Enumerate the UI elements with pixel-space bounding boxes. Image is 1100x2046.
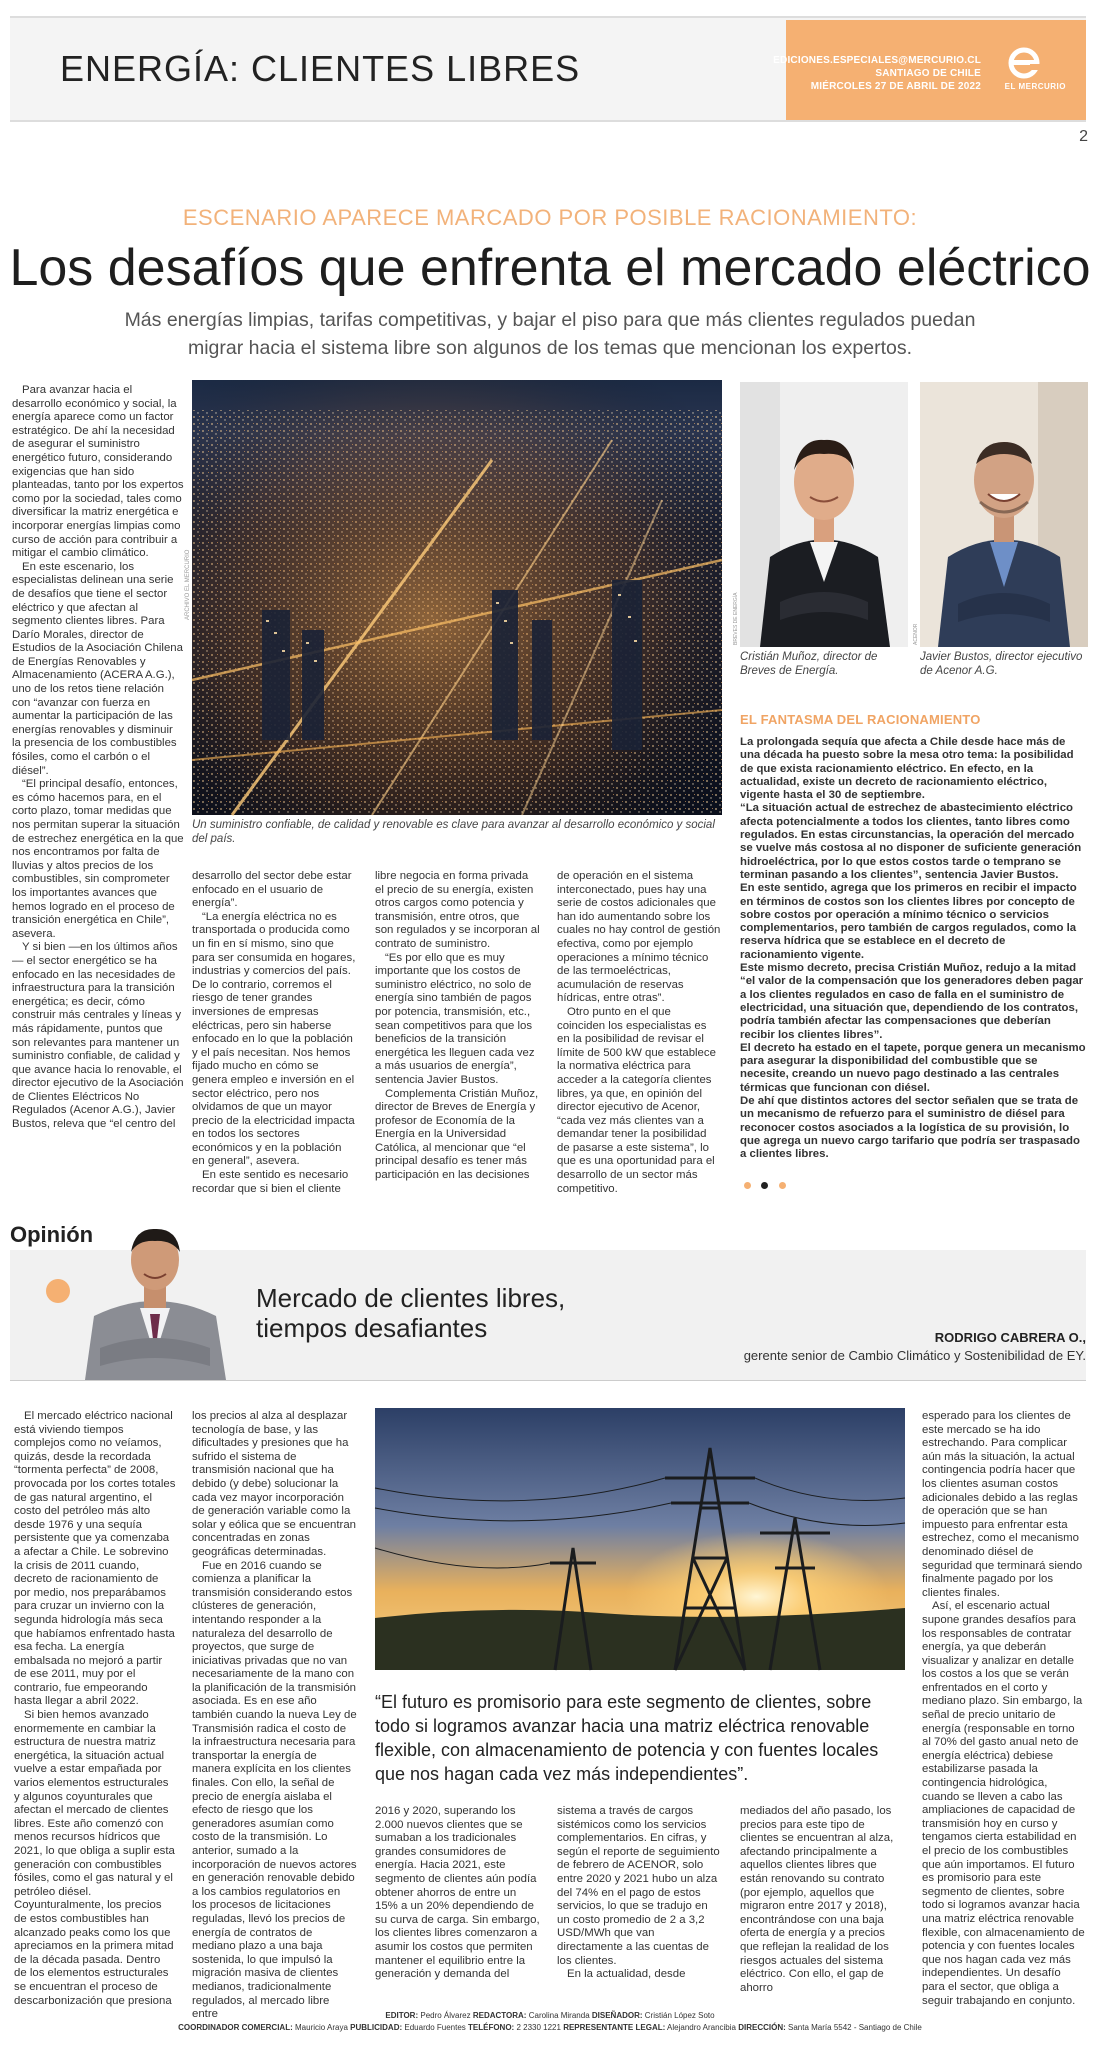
footer-value: Mauricio Araya bbox=[295, 2023, 348, 2032]
footer-label: EDITOR: bbox=[385, 2011, 419, 2020]
logo-text: EL MERCURIO bbox=[1004, 82, 1066, 91]
paragraph: “La energía eléctrica no es transportada o producida como un fin en sí mismo, sino que para ser consumida en hogares, industrias y comercios del país. De lo contrario, corremos el riesgo de tener grandes inversiones de empresas eléctricas, pero sin haberse enfocado en lo que la población y el país necesitan. Nos hemos fijado mucho en cómo se genera empleo e inversión en el sector eléctrico, pero nos olvidamos de que un mayor precio de la electricidad impacta en todos los sectores económicos y en la población en general”, asevera. bbox=[192, 910, 356, 1168]
city-lights-illustration bbox=[192, 380, 722, 815]
columnist-portrait-illustration bbox=[80, 1216, 230, 1380]
footer-value: Eduardo Fuentes bbox=[404, 2023, 466, 2032]
paragraph: En este sentido es necesario recordar que si bien el cliente bbox=[192, 1169, 349, 1195]
opinion-column-1 bbox=[14, 1410, 176, 2007]
opinion-author: RODRIGO CABRERA O., bbox=[934, 1330, 1086, 1345]
city-night-photo bbox=[192, 380, 722, 815]
portrait-caption: Javier Bustos, director ejecutivo de Acenor A.G. bbox=[920, 651, 1083, 677]
paragraph: Fue en 2016 cuando se comienza a planificar la transmisión considerando estos clústeres de generación, intentando responder a la naturaleza del desarrollo de proyectos, que surge de iniciativas privadas que no van necesariamente de la mano con la planificación de la transmisión asociada. Es en ese año también cuando la nueva Ley de Transmisión radica el costo de la infraestructura necesaria para transportar la energía de manera explícita en los clientes finales. Con ello, la señal de precio de energía aislaba el efecto de riesgo que los generadores asumían como costo de la transmisión. Lo anterior, sumado a la incorporación de nuevos actores en generación renovable debido a los cambios regulatorios en los procesos de licitaciones reguladas, llevó los precios de energía de contratos de mediano plazo a una baja sostenida, lo que impulsó la migración masiva de clientes medianos, tradicionalmente regulados, al mercado libre entre bbox=[192, 1559, 357, 2021]
footer-line-1 bbox=[0, 2010, 1100, 2022]
sidebar-body bbox=[740, 736, 1086, 1162]
portrait-javier-bustos bbox=[920, 382, 1088, 647]
paragraph: esperado para los clientes de este mercado se ha ido estrechando. Para complicar aún más la situación, la actual contingencia podría hacer que los clientes asuman costos adicionales debido a las reglas de operación que se han impuesto para enfrentar esta estrechez, como el mecanismo denominado diésel de seguridad que terminará siendo finalmente pagado por los clientes finales. bbox=[922, 1410, 1083, 1599]
man-portrait-illustration bbox=[740, 382, 908, 647]
article-column-4 bbox=[557, 870, 722, 1195]
page-number: 2 bbox=[1079, 128, 1088, 145]
city-photo-credit: ARCHIVO EL MERCURIO bbox=[185, 549, 191, 620]
paragraph: “Es por ello que es muy importante que los costos de suministro eléctrico, no solo de energía sino también de pagos por potencia, transmisión, etc., sean competitivos para que los beneficios de la transición energética les lleguen cada vez a más usuarios de energía”, sentencia Javier Bustos. bbox=[375, 951, 535, 1086]
masthead-box bbox=[773, 20, 1086, 120]
paragraph: Si bien hemos avanzado enormemente en cambiar la estructura de nuestra matriz energética, la situación actual vuelve a estar empañada por varios elementos estructurales y algunos coyunturales que afectan el mercado de clientes libres. Este año comenzó con menos recursos hídricos que 2021, lo que obliga a suplir esta generación con combustibles fósiles, como el gas natural y el petróleo diésel. Coyunturalmente, los precios de estos combustibles han alcanzado peaks como los que apreciamos en la primera mitad de la década pasada. Dentro de los elementos estructurales se encuentran el proceso de descarbonización que presiona bbox=[14, 1709, 175, 2007]
paragraph: Y si bien —en los últimos años— el sector energético se ha enfocado en las necesidades de infraestructura para la transición energética; es decir, cómo construir más centrales y líneas y más rápidamente, puntos que son relevantes para mantener un suministro confiable, de calidad y que avance hacia lo renovable, el director ejecutivo de la Asociación de Clientes Eléctricos No Regulados (Acenor A.G.), Javier Bustos, releva que “el centro del bbox=[12, 941, 184, 1131]
paragraph: En este escenario, los especialistas delinean una serie de desafíos que tiene el sector eléctrico y que afectan al segmento clientes libres. Para Darío Morales, director de Estudios de la Asociación Chilena de Energías Renovables y Almacenamiento (ACERA A.G.), uno de los retos tiene relación con “avanzar con fuerza en aumentar la participación de las energías renovables y disminuir la presencia de los combustibles fósiles, como el carbón o el diésel”. bbox=[12, 560, 183, 777]
opinion-title-line: tiempos desafiantes bbox=[256, 1313, 488, 1343]
paragraph: mediados del año pasado, los precios para este tipo de clientes se encuentran al alza, afectando principalmente a aquellos clientes libres que están renovando su contrato (por ejemplo, aquellos que migraron entre 2017 y 2018), encontrándose con una baja oferta de energía y a precios que reflejan la realidad de los riesgos actuales del sistema eléctrico. Con ello, el gap de ahorro bbox=[740, 1805, 894, 1994]
masthead-info bbox=[773, 54, 981, 93]
opinion-title-line: Mercado de clientes libres, bbox=[256, 1283, 566, 1313]
footer-line-2 bbox=[0, 2022, 1100, 2034]
footer-label: PUBLICIDAD: bbox=[350, 2023, 403, 2032]
footer-value: Cristián López Soto bbox=[644, 2011, 715, 2020]
sidebar-title: EL FANTASMA DEL RACIONAMIENTO bbox=[740, 712, 981, 727]
paragraph: La prolongada sequía que afecta a Chile desde hace más de una década ha puesto sobre la mesa otro tema: la posibilidad de que exista racionamiento eléctrico. En efecto, en la actualidad, existe un decreto de racionamiento eléctrico, vigente hasta el 30 de septiembre. bbox=[740, 736, 1074, 802]
masthead-city: SANTIAGO DE CHILE bbox=[875, 68, 981, 79]
article-headline: Los desafíos que enfrenta el mercado eléctrico bbox=[9, 239, 1091, 297]
footer-label: COORDINADOR COMERCIAL: bbox=[178, 2023, 293, 2032]
article-column-3 bbox=[375, 870, 540, 1190]
paragraph: libre negocia en forma privada el precio de su energía, existen otros cargos como potencia y transmisión, entre otros, que son regulados y se incorporan al contrato de suministro. bbox=[375, 870, 540, 950]
el-mercurio-logo-icon bbox=[1004, 48, 1044, 78]
article-column-1 bbox=[12, 384, 184, 1184]
opinion-circle-icon bbox=[46, 1279, 70, 1303]
opinion-author-photo bbox=[80, 1216, 230, 1380]
footer-value: Pedro Álvarez bbox=[420, 2011, 471, 2020]
paragraph: desarrollo del sector debe estar enfocado en el usuario de energía”. bbox=[192, 870, 352, 910]
opinion-column-4 bbox=[557, 1805, 722, 2000]
portrait-caption: Cristián Muñoz, director de Breves de Energía. bbox=[740, 651, 878, 677]
paragraph: de operación en el sistema interconectado, pues hay una serie de costos adicionales que han ido aumentando sobre los cuales no hay control de gestión efectiva, como por ejemplo operaciones a mínimo técnico de las termoeléctricas, acumulación de reservas hídricas, entre otras”. bbox=[557, 870, 721, 1005]
footer-label: DIRECCIÓN: bbox=[738, 2023, 786, 2032]
paragraph: En la actualidad, desde bbox=[567, 1968, 686, 1981]
power-lines-photo bbox=[375, 1408, 905, 1670]
opinion-column-3 bbox=[375, 1805, 540, 2000]
article-kicker: ESCENARIO APARECE MARCADO POR POSIBLE RACIONAMIENTO: bbox=[182, 205, 918, 230]
paragraph: El decreto ha estado en el tapete, porque genera un mecanismo para asegurar la disponibilidad del combustible que se necesite, creando un nuevo pago destinado a las centrales térmicas que funcionan con diésel. bbox=[740, 1041, 1086, 1094]
opinion-column-6 bbox=[922, 1410, 1086, 2007]
footer-value: Alejandro Arancibia bbox=[667, 2023, 736, 2032]
footer-value: Santa María 5542 - Santiago de Chile bbox=[788, 2023, 922, 2032]
dot-icon bbox=[779, 1182, 786, 1189]
footer-label: DISEÑADOR: bbox=[591, 2011, 643, 2020]
paragraph: 2016 y 2020, superando los 2.000 nuevos clientes que se sumaban a los tradicionales grandes consumidores de energía. Hacia 2021, este segmento de clientes aún podía obtener ahorros de entre un 15% a un 20% dependiendo de su curva de carga. Sin embargo, los clientes libres comenzaron a asumir los costos que permiten mantener el equilibrio entre la generación y demanda del bbox=[375, 1805, 540, 1981]
dot-icon bbox=[744, 1182, 751, 1189]
paragraph: De ahí que distintos actores del sector señalen que se trata de un mecanismo de refuerzo para el suministro de diésel para reconocer costos asociados a la logística de su provisión, lo que agrega un nuevo cargo tarifario que podría ser traspasado a clientes libres. bbox=[740, 1095, 1080, 1161]
paragraph: Para avanzar hacia el desarrollo económico y social, la energía aparece como un factor estratégico. De ahí la necesidad de asegurar el suministro energético futuro, considerando exigencias que han sido planteadas, tanto por los expertos como por la sociedad, tales como diversificar la matriz energética e incorporar energías limpias como curso de acción para contribuir a mitigar el cambio climático. bbox=[12, 384, 184, 560]
opinion-column-2 bbox=[192, 1410, 357, 2021]
paragraph: Así, el escenario actual supone grandes desafíos para los responsables de contratar energía, ya que deberán visualizar y analizar en detalle los costos a los que se verán enfrentados en el corto y mediano plazo. Sin embargo, la señal de precio unitario de energía (responsable en torno al 70% del gasto anual neto de energía eléctrica) debiese estabilizarse pasada la contingencia hidrológica, cuando se lleven a cabo las ampliaciones de capacidad de transmisión hoy en curso y tengamos cierta estabilidad en el precio de los combustibles que aún importamos. El futuro es promisorio para este segmento de clientes, sobre todo si logramos avanzar hacia una matriz eléctrica renovable flexible, con almacenamiento de potencia y con fuentes locales que nos hagan cada vez más independientes. Un desafío para el sector, que obliga a seguir trabajando en conjunto. bbox=[922, 1600, 1085, 2007]
divider bbox=[10, 1380, 1086, 1381]
portrait-credit: BREVES DE ENERGÍA bbox=[733, 592, 739, 645]
opinion-label: Opinión bbox=[10, 1222, 94, 1247]
paragraph: sistema a través de cargos sistémicos como los servicios complementarios. En cifras, y según el reporte de seguimiento de febrero de ACENOR, solo entre 2020 y 2021 hubo un alza del 74% en el pago de estos servicios, lo que se tradujo en un costo promedio de 2 a 3,2 USD/MWh que van directamente a las cuentas de los clientes. bbox=[557, 1805, 720, 1967]
masthead-date: MIÉRCOLES 27 DE ABRIL DE 2022 bbox=[810, 81, 981, 92]
paragraph: Complementa Cristián Muñoz, director de Breves de Energía y profesor de Economía de la Energía en la Universidad Católica, al mencionar que “el principal desafío es tener más participación en las decisiones bbox=[375, 1087, 539, 1182]
dot-icon bbox=[761, 1182, 768, 1189]
footer-value: 2 2330 1221 bbox=[516, 2023, 561, 2032]
portrait-credit: ACENOR bbox=[913, 623, 919, 645]
paragraph: Otro punto en el que coinciden los especialistas es en la posibilidad de revisar el límite de 500 kW que establece la normativa eléctrica para acceder a la categoría clientes libres, ya que, en opinión del director ejecutivo de Acenor, “cada vez más clientes van a demandar tener la posibilidad de pasarse a este sistema”, lo que es una oportunidad para el desarrollo de un sector más competitivo. bbox=[557, 1005, 716, 1195]
paragraph: Este mismo decreto, precisa Cristián Muñoz, redujo a la mitad “el valor de la compensación que los generadores deben pagar a los clientes regulados en caso de falla en el suministro de electricidad, una situación que, dependiendo de los contratos, podría también afectar las compensaciones que deberían recibir los clientes libres”. bbox=[740, 962, 1084, 1041]
portrait-cristian-munoz bbox=[740, 382, 908, 647]
credits-footer bbox=[0, 2010, 1100, 2034]
footer-label: TELÉFONO: bbox=[468, 2023, 515, 2032]
paragraph: En este sentido, agrega que los primeros en recibir el impacto en términos de costos son los clientes libres por concepto de sobre costos por operación a mínimo técnico o servicios complementarios, pero también de cargos regulados, como la reserva hídrica que se establece en el decreto de racionamiento vigente. bbox=[740, 882, 1077, 961]
masthead-email[interactable]: EDICIONES.ESPECIALES@MERCURIO.CL bbox=[773, 55, 981, 66]
opinion-column-5 bbox=[740, 1805, 905, 2000]
paragraph: “La situación actual de estrechez de abastecimiento eléctrico afecta potencialmente a todos los clientes, tanto libres como regulados. En estas circunstancias, la operación del mercado se vuelve más costosa al no disponer de suficiente generación hidroeléctrica, por lo que estos costos tarde o temprano se terminan pasando a los clientes”, sentencia Javier Bustos. bbox=[740, 802, 1082, 881]
masthead-header bbox=[10, 16, 1086, 122]
footer-value: Carolina Miranda bbox=[528, 2011, 590, 2020]
article-column-2 bbox=[192, 870, 357, 1195]
man-portrait-illustration bbox=[920, 382, 1088, 647]
paragraph: “El principal desafío, entonces, es cómo hacemos para, en el corto plazo, tomar medidas que nos permitan superar la situación de estrechez energética en la que nos encontramos por falta de lluvias y altos precios de los combustibles, sin comprometer los importantes avances que hemos logrado en el proceso de transición energética en Chile”, asevera. bbox=[12, 778, 184, 940]
paragraph: los precios al alza al desplazar tecnología de base, y las dificultades y presiones que ha sufrido el sistema de transmisión nacional que ha debido (y debe) solucionar la cada vez mayor incorporación de generación variable como la solar y eólica que se encuentran concentradas en zonas geográficas determinadas. bbox=[192, 1410, 357, 1558]
section-title: ENERGÍA: CLIENTES LIBRES bbox=[60, 48, 581, 89]
pull-quote: “El futuro es promisorio para este segmento de clientes, sobre todo si logramos avanzar hacia una matriz eléctrica renovable flexible, con almacenamiento de potencia y con fuentes locales que nos hagan cada vez más independientes”. bbox=[375, 1692, 879, 1784]
opinion-author-role: gerente senior de Cambio Climático y Sostenibilidad de EY. bbox=[743, 1348, 1086, 1363]
paragraph: El mercado eléctrico nacional está viviendo tiempos complejos como no veíamos, quizás, desde la recordada “tormenta perfecta” de 2008, provocada por los cortes totales de gas natural argentino, el costo del petróleo más alto desde 1976 y una sequía persistente que ya comenzaba a afectar a Chile. Le sobrevino la crisis de 2011 cuando, decreto de racionamiento de por medio, nos preparábamos para cruzar un invierno con la segunda hidrología más seca que habíamos enfrentado hasta esa fecha. La energía embalsada no mejoró a partir de ese 2011, muy por el contrario, fue empeorando hasta llegar a abril 2022. bbox=[14, 1410, 176, 1708]
footer-label: REDACTORA: bbox=[472, 2011, 527, 2020]
end-dots bbox=[744, 1176, 792, 1194]
footer-label: REPRESENTANTE LEGAL: bbox=[563, 2023, 666, 2032]
city-photo-caption: Un suministro confiable, de calidad y renovable es clave para avanzar al desarrollo económico y social del país. bbox=[192, 819, 715, 845]
power-pylons-illustration bbox=[375, 1408, 905, 1670]
article-deck: Más energías limpias, tarifas competitivas, y bajar el piso para que más clientes regulados puedan migrar hacia el sistema libre son algunos de los temas que mencionan los expertos. bbox=[124, 309, 976, 359]
opinion-title bbox=[256, 1283, 565, 1343]
